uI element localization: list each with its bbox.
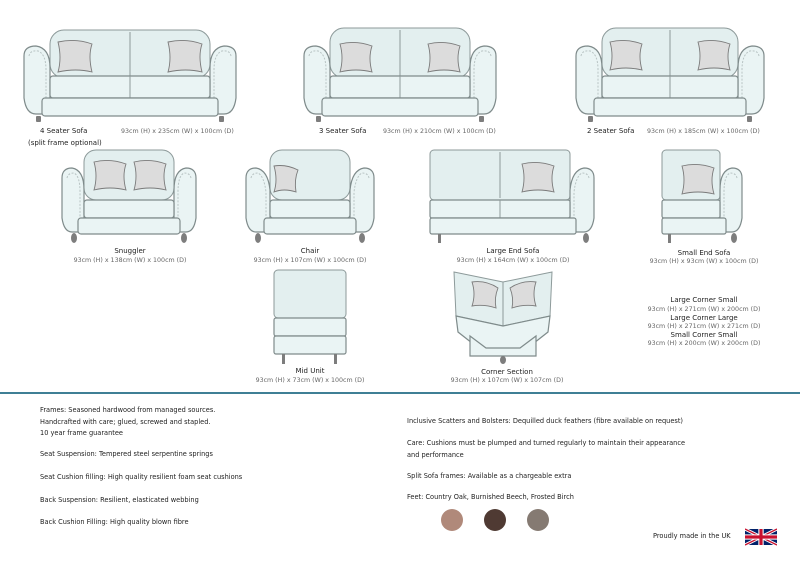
product-name: 4 Seater Sofa xyxy=(40,127,88,135)
chair-illustration xyxy=(242,148,378,244)
product-dimensions: 93cm (H) x 73cm (W) x 100cm (D) xyxy=(255,377,365,384)
product-dimensions: 93cm (H) x 93cm (W) x 100cm (D) xyxy=(649,258,759,265)
union-jack-icon xyxy=(745,528,777,546)
spec-seat-suspension: Seat Suspension: Tempered steel serpentine springs xyxy=(40,450,213,458)
spec-care-line-2: and performance xyxy=(407,450,464,459)
four-seater-sofa-illustration xyxy=(20,28,240,124)
product-dimensions: 93cm (H) x 138cm (W) x 100cm (D) xyxy=(73,257,187,264)
spec-seat-cushion: Seat Cushion filling: High quality resilient foam seat cushions xyxy=(40,473,243,481)
product-dimensions: 93cm (H) x 185cm (W) x 100cm (D) xyxy=(647,128,760,135)
large-end-sofa-illustration xyxy=(428,148,598,244)
spec-care-line-1: Care: Cushions must be plumped and turned regularly to maintain their appearance xyxy=(407,439,686,447)
spec-frames xyxy=(40,405,215,440)
product-name: Chair xyxy=(300,247,320,255)
two-seater-sofa-illustration xyxy=(572,26,768,124)
corner-option-dimensions: 93cm (H) x 271cm (W) x 200cm (D) xyxy=(647,306,761,313)
spec-feet: Feet: Country Oak, Burnished Beech, Frosted Birch xyxy=(407,493,574,501)
product-dimensions: 93cm (H) x 164cm (W) x 100cm (D) xyxy=(456,257,570,264)
spec-back-cushion: Back Cushion Filling: High quality blown fibre xyxy=(40,518,189,526)
spec-frames-line-1: Frames: Seasoned hardwood from managed sources. xyxy=(40,406,216,414)
product-name: Corner Section xyxy=(481,368,533,376)
country-oak-swatch xyxy=(441,509,463,531)
corner-section-illustration xyxy=(450,266,556,366)
corner-option-dimensions: 93cm (H) x 271cm (W) x 271cm (D) xyxy=(647,323,761,330)
made-in-uk-text: Proudly made in the UK xyxy=(653,532,731,540)
product-note: (split frame optional) xyxy=(28,139,102,147)
frosted-birch-swatch xyxy=(527,509,549,531)
small-end-sofa-illustration xyxy=(660,148,746,244)
three-seater-sofa-illustration xyxy=(300,26,500,124)
product-name: Small End Sofa xyxy=(677,249,731,257)
snuggler-illustration xyxy=(58,148,200,244)
corner-option-name: Small Corner Small xyxy=(670,331,738,339)
spec-care xyxy=(407,438,685,461)
corner-option-name: Large Corner Small xyxy=(670,296,738,304)
spec-back-suspension: Back Suspension: Resilient, elasticated webbing xyxy=(40,496,199,504)
burnished-beech-swatch xyxy=(484,509,506,531)
corner-option-name: Large Corner Large xyxy=(670,314,738,322)
product-dimensions: 93cm (H) x 107cm (W) x 107cm (D) xyxy=(450,377,564,384)
section-divider xyxy=(0,392,800,394)
product-name: 3 Seater Sofa xyxy=(319,127,367,135)
mid-unit-illustration xyxy=(270,268,350,366)
product-dimensions: 93cm (H) x 235cm (W) x 100cm (D) xyxy=(121,128,234,135)
product-name: Mid Unit xyxy=(295,367,325,375)
spec-scatters: Inclusive Scatters and Bolsters: Dequilled duck feathers (fibre available on request) xyxy=(407,417,683,425)
product-name: Large End Sofa xyxy=(486,247,540,255)
corner-option-dimensions: 93cm (H) x 200cm (W) x 200cm (D) xyxy=(647,340,761,347)
product-dimensions: 93cm (H) x 210cm (W) x 100cm (D) xyxy=(383,128,496,135)
spec-frames-line-3: 10 year frame guarantee xyxy=(40,429,123,437)
product-dimensions: 93cm (H) x 107cm (W) x 100cm (D) xyxy=(253,257,367,264)
product-name: 2 Seater Sofa xyxy=(587,127,635,135)
product-name: Snuggler xyxy=(114,247,146,255)
spec-frames-line-2: Handcrafted with care; glued, screwed and stapled. xyxy=(40,417,211,426)
spec-split-frames: Split Sofa frames: Available as a chargeable extra xyxy=(407,472,572,480)
